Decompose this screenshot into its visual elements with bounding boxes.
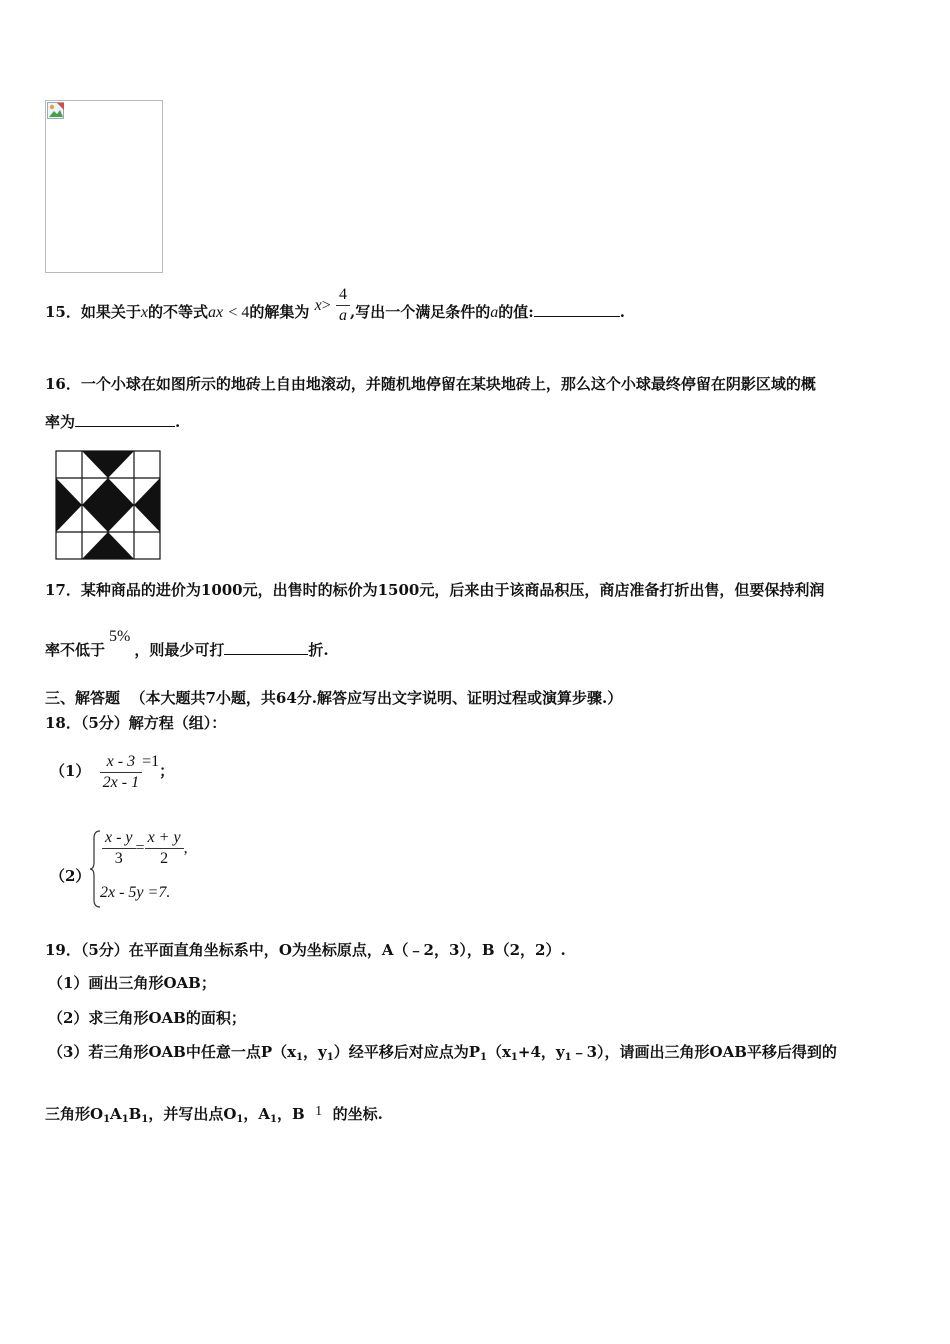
fraction-numerator: x - 3 xyxy=(100,752,142,773)
fraction-denominator: 2x - 1 xyxy=(102,773,140,791)
section-title: 三、解答题 xyxy=(45,689,121,707)
question-16 xyxy=(45,374,816,394)
floating-subscript: 1 xyxy=(315,1104,323,1119)
question-text: 的解集为 xyxy=(249,303,310,321)
question-text: 折. xyxy=(308,641,329,659)
q19-part2: （2）求三角形OAB的面积； xyxy=(48,1009,246,1027)
fraction-numerator: 4 xyxy=(336,285,350,306)
question-17-line2 xyxy=(45,626,329,666)
equation-rhs: =1 xyxy=(142,753,160,770)
subscript: 1 xyxy=(296,1052,304,1063)
question-end: . xyxy=(619,303,626,321)
q18-part1 xyxy=(50,745,174,797)
subscript: 1 xyxy=(326,1052,334,1063)
question-text: 如果关于 xyxy=(80,303,141,321)
subscript: 1 xyxy=(141,1114,149,1125)
question-text: 的值: xyxy=(498,303,534,321)
question-number: 16． xyxy=(45,375,81,393)
question-text: B xyxy=(128,1105,142,1123)
question-19-header: 19．（5分）在平面直角坐标系中，O为坐标原点，A（﹣2，3），B（2，2）. xyxy=(45,941,566,959)
math-variable: a xyxy=(490,304,499,321)
question-text: ，B xyxy=(276,1105,305,1123)
math-comma: , xyxy=(183,839,188,857)
question-text: 一个小球在如图所示的地砖上自由地滚动，并随机地停留在某块地砖上，那么这个小球最终停留在阴影区域的概 xyxy=(80,375,816,393)
subscript: 1 xyxy=(103,1114,111,1125)
percent-value: 5% xyxy=(109,628,131,645)
broken-image-icon xyxy=(47,102,65,120)
fraction-denominator: a xyxy=(339,307,348,324)
fraction-denominator: 3 xyxy=(114,850,123,867)
question-text: ）经平移后对应点为P xyxy=(333,1043,480,1061)
section-heading xyxy=(45,688,622,708)
question-text: 的不等式 xyxy=(148,303,209,321)
math-operator: > xyxy=(321,296,331,314)
question-number: 15． xyxy=(45,303,81,321)
fraction-numerator: x + y xyxy=(145,828,184,849)
system-equation-2: 2x - 5y =7. xyxy=(100,884,171,901)
q19-part3-line2 xyxy=(45,1104,383,1130)
fraction xyxy=(145,828,184,869)
q19-part1: （1）画出三角形OAB； xyxy=(48,974,216,992)
answer-blank xyxy=(75,412,175,427)
math-variable: x xyxy=(140,304,148,321)
tile-figure xyxy=(55,450,161,560)
question-text: 某种商品的进价为1000元，出售时的标价为1500元，后来由于该商品积压，商店准备打折出售，但要保持利润 xyxy=(80,581,825,599)
question-text: （3）若三角形OAB中任意一点P（x xyxy=(48,1043,297,1061)
question-text: ，并写出点O xyxy=(148,1105,237,1123)
question-text: ﹣3），请画出三角形OAB平移后得到的 xyxy=(571,1043,837,1061)
fraction xyxy=(100,752,142,793)
q19-part3 xyxy=(48,1042,837,1068)
fraction-denominator: 2 xyxy=(160,850,169,867)
subscript: 1 xyxy=(270,1114,277,1125)
question-text: +4，y xyxy=(517,1043,565,1061)
question-text: ，则最少可打 xyxy=(134,641,225,659)
subscript: 1 xyxy=(479,1052,487,1063)
question-text: ，y xyxy=(303,1043,327,1061)
question-text: ,写出一个满足条件的 xyxy=(350,303,491,321)
question-number: 17． xyxy=(45,581,81,599)
question-text: ，A xyxy=(243,1105,270,1123)
question-18-header: 18．（5分）解方程（组）： xyxy=(45,714,227,732)
subscript: 1 xyxy=(510,1052,518,1063)
solution-set xyxy=(315,282,350,329)
question-17 xyxy=(45,580,824,600)
math-variable: x xyxy=(314,296,322,314)
answer-blank xyxy=(534,302,620,317)
inequality-lhs: ax xyxy=(208,304,224,321)
inequality-rhs: < 4 xyxy=(228,304,250,321)
subscript: 1 xyxy=(564,1052,572,1063)
math-operator: = xyxy=(135,839,145,857)
question-text: （x xyxy=(486,1043,511,1061)
question-text: 率不低于 xyxy=(45,641,106,659)
question-text: 率为 xyxy=(45,413,76,431)
fraction-numerator: x - y xyxy=(102,828,136,849)
answer-blank xyxy=(224,640,308,655)
part-label: （1） xyxy=(50,762,91,780)
part-label: （2） xyxy=(50,867,91,885)
fraction xyxy=(336,285,350,326)
part-end: ； xyxy=(159,762,175,780)
question-16-line2 xyxy=(45,412,180,432)
subscript: 1 xyxy=(121,1114,129,1125)
question-text: A xyxy=(110,1105,122,1123)
broken-image-placeholder xyxy=(45,100,163,273)
question-text: 的坐标. xyxy=(332,1105,383,1123)
question-15 xyxy=(45,286,626,335)
subscript: 1 xyxy=(236,1114,244,1125)
question-text: 三角形O xyxy=(45,1105,104,1123)
fraction xyxy=(102,828,136,869)
section-note: （本大题共7小题，共64分.解答应写出文字说明、证明过程或演算步骤.） xyxy=(130,689,623,707)
system-equation-1 xyxy=(102,828,188,869)
question-end: . xyxy=(175,413,181,431)
